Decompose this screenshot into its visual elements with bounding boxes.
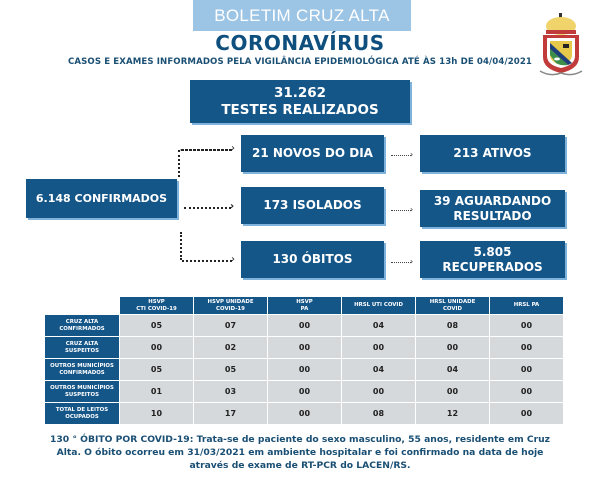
confirmed-box	[26, 179, 177, 218]
new-cases-label: 21 NOVOS DO DIA	[252, 146, 373, 161]
page-title: CORONAVÍRUS	[215, 31, 385, 55]
row-label: CRUZ ALTA CONFIRMADOS	[45, 315, 119, 336]
column-header: HSVP PA	[268, 297, 341, 314]
death-note	[40, 433, 560, 472]
row-label: CRUZ ALTA SUSPEITOS	[45, 337, 119, 358]
connector-down	[180, 232, 182, 260]
table-cell: 00	[268, 403, 341, 424]
table-cell: 10	[120, 403, 193, 424]
deaths-label: 130 ÓBITOS	[272, 252, 353, 267]
arrow-head-icon: ›	[410, 205, 414, 214]
table-cell: 05	[194, 359, 267, 380]
row-label: OUTROS MUNICÍPIOS CONFIRMADOS	[45, 359, 119, 380]
death-note-line: Alta. O óbito ocorreu em 31/03/2021 em ambiente hospitalar e foi confirmado na data de hoje	[56, 447, 544, 458]
connector-top	[180, 149, 232, 151]
isolated-box	[241, 187, 384, 224]
table-header-row	[45, 297, 563, 314]
connector-small	[391, 210, 411, 211]
death-note-line: através de exame de RT-PCR do LACEN/RS.	[189, 460, 411, 471]
row-label: TOTAL DE LEITOS OCUPADOS	[45, 403, 119, 424]
table-cell: 07	[194, 315, 267, 336]
page-subtitle: CASOS E EXAMES INFORMADOS PELA VIGILÂNCIA EPIDEMIOLÓGICA ATÉ ÀS 13h DE 04/04/2021	[67, 57, 533, 67]
table-cell: 00	[268, 337, 341, 358]
connector-up	[178, 150, 180, 177]
awaiting-line1: 39 AGUARDANDO	[433, 194, 552, 209]
table-cell: 00	[120, 337, 193, 358]
awaiting-line2: RESULTADO	[453, 208, 532, 223]
table-cell: 00	[268, 315, 341, 336]
hospital-beds-table	[44, 296, 564, 425]
connector-middle	[184, 207, 231, 209]
connector-bottom	[182, 260, 232, 262]
row-label: OUTROS MUNICÍPIOS SUSPEITOS	[45, 381, 119, 402]
table-cell: 00	[490, 403, 563, 424]
arrow-head-icon: ›	[230, 201, 235, 212]
coat-of-arms-icon	[538, 13, 584, 79]
confirmed-label: 6.148 CONFIRMADOS	[35, 191, 168, 205]
table-cell: 00	[342, 381, 415, 402]
arrow-head-icon: ›	[410, 257, 414, 266]
isolated-label: 173 ISOLADOS	[263, 198, 362, 213]
recovered-line2: RECUPERADOS	[442, 259, 543, 274]
arrow-head-icon: ›	[231, 143, 235, 154]
table-cell: 00	[416, 381, 489, 402]
table-cell: 03	[194, 381, 267, 402]
table-cell: 00	[342, 337, 415, 358]
tests-label: TESTES REALIZADOS	[221, 101, 379, 118]
table-cell: 00	[268, 359, 341, 380]
tests-value: 31.262	[273, 85, 327, 102]
table-cell: 00	[268, 381, 341, 402]
connector-small	[391, 262, 411, 263]
column-header: HSVP CTI COVID-19	[120, 297, 193, 314]
table-row	[45, 381, 563, 402]
connector-small	[391, 155, 411, 156]
table-cell: 00	[490, 359, 563, 380]
table-cell: 00	[490, 381, 563, 402]
table-cell: 08	[342, 403, 415, 424]
table-row	[45, 359, 563, 380]
new-cases-box	[241, 135, 384, 172]
table-row	[45, 315, 563, 336]
table-cell: 00	[490, 337, 563, 358]
column-header: HRSL PA	[490, 297, 563, 314]
arrow-head-icon: ›	[231, 254, 235, 265]
column-header: HSVP UNIDADE COVID-19	[194, 297, 267, 314]
table-cell: 00	[416, 337, 489, 358]
tests-performed-box	[190, 80, 410, 123]
awaiting-box	[420, 190, 565, 227]
bulletin-banner-text: BOLETIM CRUZ ALTA	[214, 5, 390, 25]
deaths-box	[241, 241, 384, 278]
recovered-line1: 5.805	[473, 245, 512, 260]
table-cell: 05	[120, 315, 193, 336]
table-row	[45, 337, 563, 358]
table-cell: 04	[342, 359, 415, 380]
death-note-line: 130 ° ÓBITO POR COVID-19: Trata-se de paciente do sexo masculino, 55 anos, residente em Cruz	[49, 434, 551, 445]
table-corner	[45, 297, 119, 314]
bulletin-banner	[193, 0, 411, 31]
table-cell: 12	[416, 403, 489, 424]
table-cell: 00	[490, 315, 563, 336]
table-cell: 08	[416, 315, 489, 336]
table-cell: 17	[194, 403, 267, 424]
active-box	[420, 135, 565, 172]
column-header: HRSL UTI COVID	[342, 297, 415, 314]
active-label: 213 ATIVOS	[453, 146, 532, 161]
column-header: HRSL UNIDADE COVID	[416, 297, 489, 314]
table-row	[45, 403, 563, 424]
table-cell: 04	[416, 359, 489, 380]
table-cell: 02	[194, 337, 267, 358]
recovered-box	[420, 241, 565, 278]
table-cell: 04	[342, 315, 415, 336]
table-cell: 01	[120, 381, 193, 402]
arrow-head-icon: ›	[410, 150, 414, 159]
table-cell: 05	[120, 359, 193, 380]
